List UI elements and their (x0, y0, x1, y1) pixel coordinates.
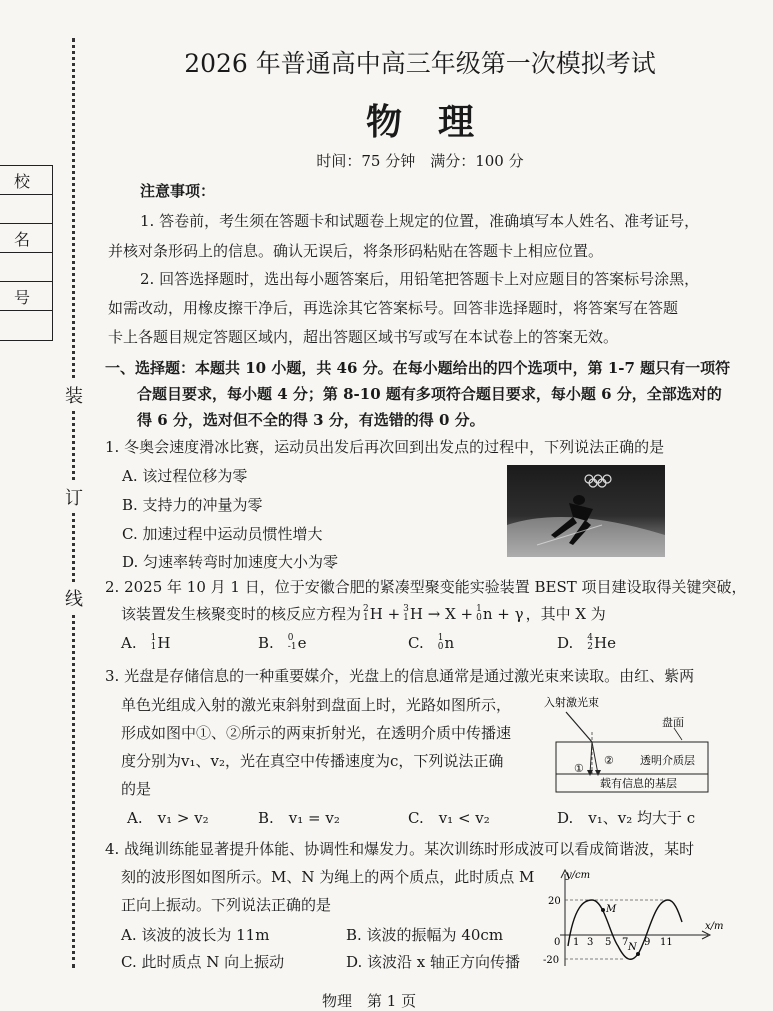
q1-option-d: D. 匀速率转弯时加速度大小为零 (122, 553, 339, 571)
q2-option-b: B. 0 -1 e (258, 633, 307, 652)
q2-option-c: C. 1 0 n (408, 633, 455, 652)
y-tick-m20: -20 (543, 955, 560, 966)
q3-line1: 3. 光盘是存储信息的一种重要媒介，光盘上的信息通常是通过激光束来读取。由红、紫两 (105, 667, 695, 685)
number-label: 号 (0, 282, 52, 311)
school-label: 校 (0, 166, 52, 195)
arrow-2-icon (595, 770, 601, 776)
q3-option-a: A. v₁ > v₂ (127, 809, 209, 827)
x-tick-9: 9 (644, 937, 651, 948)
incident-beam (566, 712, 592, 742)
x-tick-1: 1 (573, 937, 580, 948)
point-m-label: M (606, 904, 617, 915)
q2-stem-line1: 2. 2025 年 10 月 1 日，位于安徽合肥的紧凑型聚变能实验装置 BEST 项目建设取得关键突破， (105, 578, 747, 596)
number-field[interactable] (0, 311, 52, 340)
x-tick-11: 11 (660, 937, 673, 948)
q3-line5: 的是 (121, 780, 152, 798)
fig-base-label: 载有信息的基层 (600, 777, 677, 790)
note-2b: 如需改动，用橡皮擦干净后，再选涂其它答案标号。回答非选择题时，将答案写在答题 (108, 299, 679, 317)
h2-nuclide-index: 2 1 (363, 603, 369, 623)
q1-option-a: A. 该过程位移为零 (122, 467, 248, 485)
y-tick-20: 20 (548, 896, 561, 907)
q2-option-d-symbol: He (594, 634, 616, 652)
fig-disk-label: 盘面 (662, 716, 684, 729)
section1-line2: 合题目要求，每小题 4 分；第 8-10 题有多项符合题目要求，每小题 6 分，全部选对的 (137, 385, 722, 403)
q1-option-b: B. 支持力的冲量为零 (122, 496, 263, 514)
fig-ray-2: ② (604, 754, 614, 767)
refracted-ray-2 (592, 742, 598, 774)
reaction-equation (363, 605, 524, 623)
note-2a: 2. 回答选择题时，选出每小题答案后，用铅笔把答题卡上对应题目的答案标号涂黑， (140, 270, 700, 288)
q3-line3: 形成如图中①、②所示的两束折射光，在透明介质中传播速 (121, 724, 512, 742)
name-label: 名 (0, 224, 52, 253)
section1-line3: 得 6 分，选对但不全的得 3 分，有选错的得 0 分。 (137, 411, 485, 429)
time-score: 时间：75 分钟 满分：100 分 (316, 152, 524, 170)
subject-title: 物 理 (365, 101, 474, 143)
q3-option-c: C. v₁ < v₂ (408, 809, 490, 827)
q4-option-a: A. 该波的波长为 11m (121, 926, 270, 944)
notes-heading: 注意事项： (140, 182, 216, 200)
x-tick-0: 0 (554, 937, 561, 948)
q3-optical-disc-diagram (530, 688, 715, 800)
q4-wave-graph (540, 866, 725, 972)
y-axis-label: y/cm (566, 870, 591, 881)
name-field[interactable] (0, 253, 52, 282)
neutron-nuclide-index: 1 0 (476, 603, 482, 623)
q4-option-b: B. 该波的振幅为 40cm (346, 926, 504, 944)
q2-option-c-label: C. (408, 634, 424, 652)
exam-title: 2026 年普通高中高三年级第一次模拟考试 (184, 49, 656, 78)
page-footer: 物理 第 1 页 (322, 992, 417, 1010)
point-n-label: N (628, 942, 637, 953)
h3-symbol: H → X + (409, 604, 474, 623)
q4-option-c: C. 此时质点 N 向上振动 (121, 953, 285, 971)
q2-option-d: D. 4 2 He (557, 633, 616, 652)
q1-option-c: C. 加速过程中运动员惯性增大 (122, 525, 323, 543)
q2-option-b-symbol: e (297, 634, 307, 652)
point-m (601, 908, 605, 912)
q2-option-a-label: A. (121, 634, 137, 652)
q2-option-b-label: B. (258, 634, 274, 652)
note-1b: 并核对条形码上的信息。确认无误后，将条形码粘贴在答题卡上相应位置。 (108, 242, 604, 260)
q2-stem-line2 (121, 603, 606, 624)
q3-option-d: D. v₁、v₂ 均大于 c (557, 809, 696, 827)
q4-line1: 4. 战绳训练能显著提升体能、协调性和爆发力。某次训练时形成波可以看成简谐波，某时 (105, 840, 695, 858)
skater-photo (507, 465, 665, 557)
wave-curve (568, 900, 682, 959)
h2-symbol: H + (369, 604, 401, 623)
q2-option-d-label: D. (557, 634, 574, 652)
x-tick-5: 5 (605, 937, 612, 948)
fig-beam-label: 入射激光束 (544, 696, 599, 709)
x-tick-7: 7 (622, 937, 629, 948)
binding-label-ding: 订 (64, 482, 84, 512)
q2-option-a-symbol: H (157, 634, 171, 652)
q3-line4: 度分别为v₁、v₂，光在真空中传播速度为c，下列说法正确 (121, 752, 504, 770)
h3-nuclide-index: 3 1 (403, 603, 409, 623)
x-axis-label: x/m (705, 921, 724, 932)
fig-ray-1: ① (574, 762, 584, 775)
q1-stem: 1. 冬奥会速度滑冰比赛，运动员出发后再次回到出发点的过程中，下列说法正确的是 (105, 438, 665, 456)
note-2c: 卡上各题目规定答题区域内，超出答题区域书写或写在本试卷上的答案无效。 (108, 328, 619, 346)
q4-line2: 刻的波形图如图所示。M、N 为绳上的两个质点，此时质点 M (121, 868, 535, 886)
q4-option-d: D. 该波沿 x 轴正方向传播 (346, 953, 521, 971)
student-info-table (0, 165, 53, 341)
q2-option-a: A. 1 1 H (121, 633, 171, 652)
binding-label-xian: 线 (64, 583, 84, 613)
q3-option-b: B. v₁ = v₂ (258, 809, 340, 827)
neutron-symbol: n + γ (482, 604, 524, 623)
school-field[interactable] (0, 195, 52, 224)
x-tick-3: 3 (587, 937, 594, 948)
section1-line1: 一、选择题：本题共 10 小题，共 46 分。在每小题给出的四个选项中，第 1-7 题只有一项符 (105, 359, 731, 377)
fig-layer-label: 透明介质层 (640, 754, 695, 767)
q3-line2: 单色光组成入射的激光束斜射到盘面上时，光路如图所示， (121, 696, 512, 714)
q2-stem-text: 该装置发生核聚变时的核反应方程为 (121, 605, 362, 623)
q2-stem-tail: ，其中 X 为 (525, 605, 606, 623)
binding-label-zhuang: 装 (64, 380, 84, 410)
q2-option-c-symbol: n (444, 634, 455, 652)
q4-line3: 正向上振动。下列说法正确的是 (121, 896, 332, 914)
note-1a: 1. 答卷前，考生须在答题卡和试题卷上规定的位置，准确填写本人姓名、准考证号， (140, 212, 700, 230)
